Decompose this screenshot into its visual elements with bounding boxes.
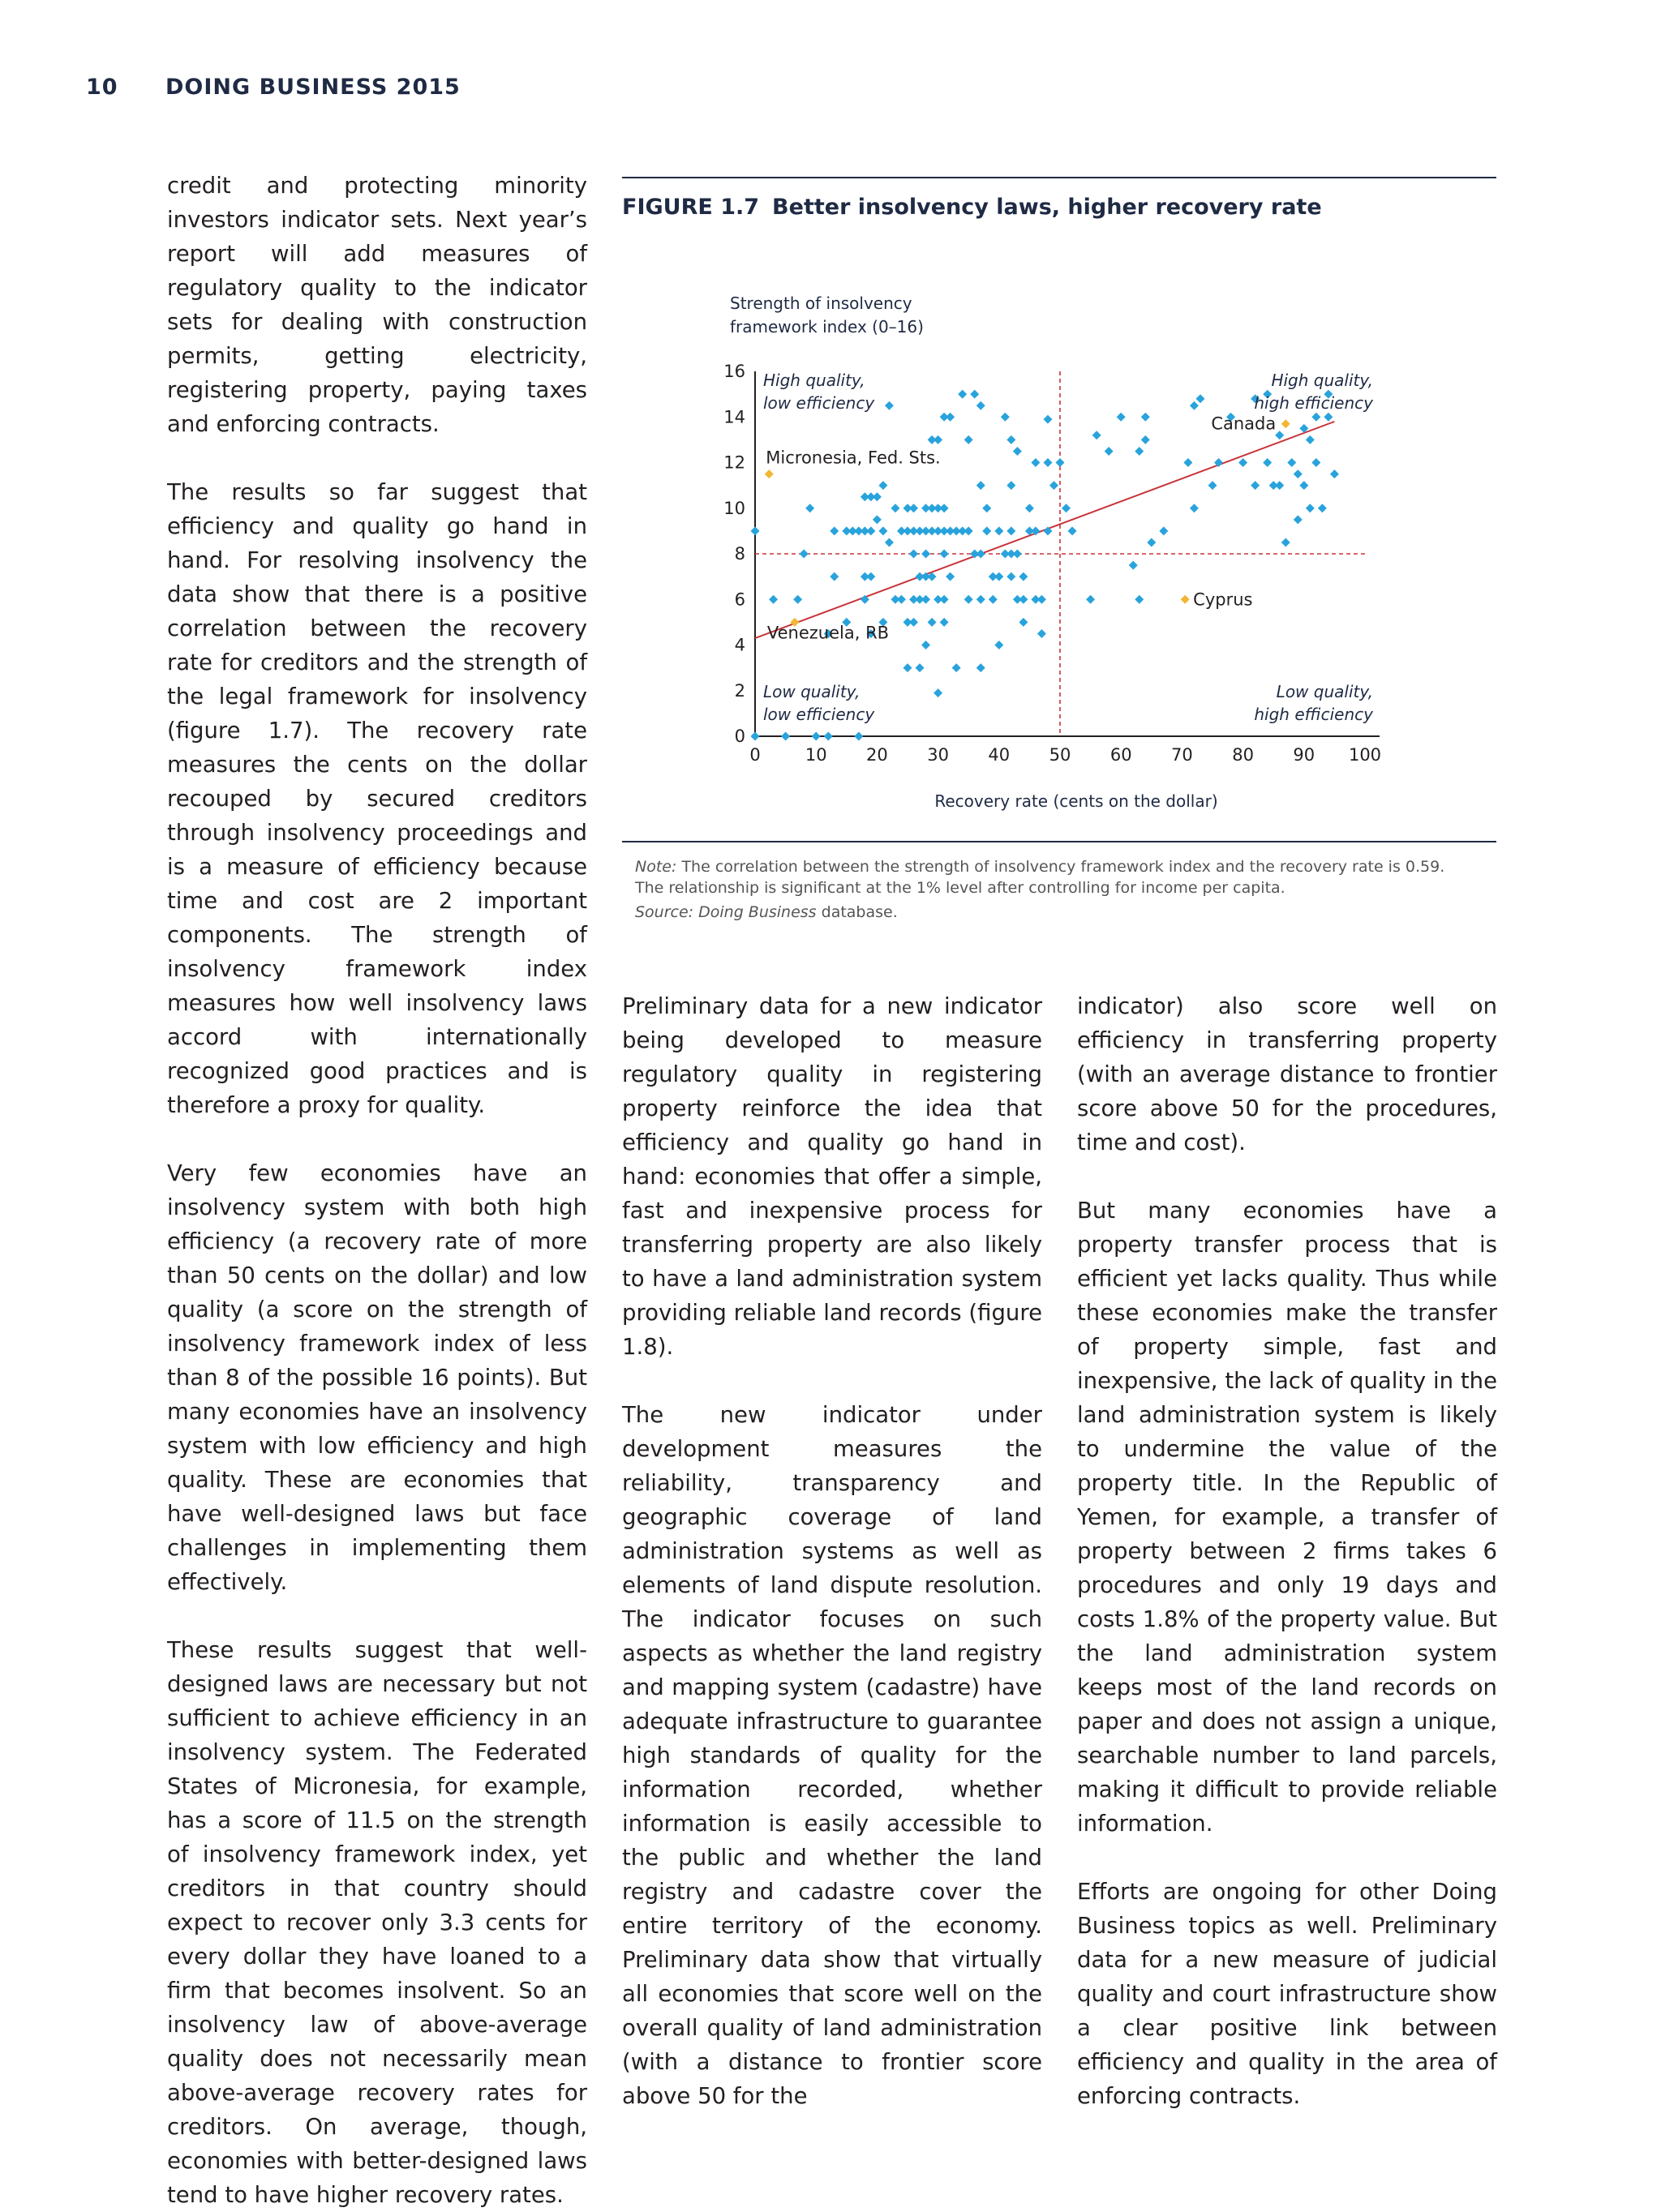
highlighted-point-label: Venezuela, RB xyxy=(766,623,890,643)
data-point xyxy=(909,618,918,627)
data-point xyxy=(812,732,821,741)
quadrant-label: high efficiency xyxy=(1254,705,1373,724)
data-point xyxy=(909,504,918,512)
data-point xyxy=(1129,561,1138,570)
quadrant-label: High quality, xyxy=(1271,371,1373,390)
data-point xyxy=(751,732,760,741)
data-point xyxy=(769,595,778,604)
data-point xyxy=(1006,481,1015,490)
data-point xyxy=(970,390,979,399)
highlighted-point-label: Micronesia, Fed. Sts. xyxy=(766,448,941,468)
data-point xyxy=(1294,469,1303,478)
paragraph: But many economies have a property transfer process that is efficient yet lacks quality. Thus while these economies make the transfer of property simple, fast and inexpensive, the lack of quality in the land administration system is likely to undermine the value of the property title. In the Republic of Yemen, for example, a transfer of property between 2 firms takes 6 procedures and only 19 days and costs 1.8% of the property value. But the land administration system keeps most of the land records on paper and does not assign a unique, searchable number to land parcels, making it difficult to provide reliable information. xyxy=(1077,1198,1497,1837)
quadrant-label: low efficiency xyxy=(763,705,875,724)
data-point xyxy=(830,526,839,535)
data-point xyxy=(1056,458,1065,467)
note-text: The correlation between the strength of insolvency framework index and the recovery rate is 0.59. The relationship is significant at the 1% level after controlling for income per capita. xyxy=(635,858,1445,897)
data-point xyxy=(1190,401,1199,410)
x-tick-label: 50 xyxy=(1049,745,1071,765)
x-tick-label: 80 xyxy=(1232,745,1254,765)
data-point xyxy=(921,641,930,649)
data-point xyxy=(1311,458,1320,467)
data-point xyxy=(1275,481,1284,490)
data-point xyxy=(1019,618,1028,627)
highlighted-point xyxy=(765,469,774,478)
data-point xyxy=(1135,447,1144,456)
data-point xyxy=(1208,481,1217,490)
quadrant-label: Low quality, xyxy=(1276,682,1373,701)
data-point xyxy=(873,492,882,501)
data-point xyxy=(1147,538,1156,547)
data-point xyxy=(1311,413,1320,422)
data-point xyxy=(1105,447,1114,456)
data-point xyxy=(885,401,894,410)
data-point xyxy=(916,663,925,672)
y-tick-label: 10 xyxy=(723,498,745,518)
data-point xyxy=(1086,595,1095,604)
data-point xyxy=(1068,526,1077,535)
paragraph: credit and protecting minority investors indicator sets. Next year’s report will add measures of regulatory quality to the indicator sets for dealing with construction permits, getting electricity, registering property, paying taxes and enforcing contracts. xyxy=(167,173,587,437)
data-point xyxy=(940,504,949,512)
data-point xyxy=(1287,458,1296,467)
data-point xyxy=(1117,413,1126,422)
data-point xyxy=(940,618,949,627)
quadrant-label: Low quality, xyxy=(763,682,861,701)
text-column-middle xyxy=(622,989,1042,2113)
data-point xyxy=(1318,504,1327,512)
y-tick-label: 12 xyxy=(723,452,745,473)
data-point xyxy=(964,595,973,604)
data-point xyxy=(854,732,863,741)
data-point xyxy=(940,595,949,604)
figure-caption: Better insolvency laws, higher recovery rate xyxy=(772,195,1322,220)
data-point xyxy=(897,595,906,604)
figure-number: FIGURE 1.7 xyxy=(622,195,760,220)
x-tick-label: 90 xyxy=(1293,745,1315,765)
x-tick-label: 30 xyxy=(927,745,949,765)
figure-1-7 xyxy=(622,177,1496,931)
data-point xyxy=(928,618,937,627)
data-point xyxy=(946,413,955,422)
data-point xyxy=(1062,504,1071,512)
data-point xyxy=(830,572,839,581)
x-tick-label: 60 xyxy=(1109,745,1132,765)
data-point xyxy=(1330,469,1339,478)
data-point xyxy=(1006,435,1015,444)
data-point xyxy=(934,688,942,697)
data-point xyxy=(805,504,814,512)
page-number: 10 xyxy=(86,75,118,100)
data-point xyxy=(1275,431,1284,439)
data-point xyxy=(1019,595,1028,604)
x-tick-label: 40 xyxy=(988,745,1011,765)
x-tick-label: 20 xyxy=(866,745,888,765)
data-point xyxy=(1019,572,1028,581)
data-point xyxy=(1006,526,1015,535)
data-point xyxy=(989,595,998,604)
highlighted-point-label: Canada xyxy=(1211,414,1277,434)
highlighted-point xyxy=(1281,419,1290,428)
data-point xyxy=(878,526,887,535)
data-point xyxy=(793,595,802,604)
paragraph: Efforts are ongoing for other Doing Business topics as well. Preliminary data for a new measure of judicial quality and court infrastructure show a clear positive link between efficiency and quality in the area of enforcing contracts. xyxy=(1077,1879,1497,2109)
y-axis-label: framework index (0–16) xyxy=(730,317,924,337)
data-point xyxy=(873,515,882,524)
data-point xyxy=(903,663,912,672)
text-column-right xyxy=(1077,989,1497,2113)
data-point xyxy=(1043,458,1052,467)
data-point xyxy=(891,504,899,512)
data-point xyxy=(800,550,809,559)
data-point xyxy=(994,641,1003,649)
scatter-chart xyxy=(622,209,1496,842)
data-point xyxy=(934,435,942,444)
note-label: Note: xyxy=(635,858,677,876)
data-point xyxy=(1025,504,1034,512)
data-point xyxy=(1037,595,1046,604)
data-point xyxy=(1324,413,1333,422)
data-point xyxy=(909,550,918,559)
data-point xyxy=(866,572,875,581)
data-point xyxy=(1251,481,1260,490)
quadrant-label: low efficiency xyxy=(763,393,875,413)
y-tick-label: 0 xyxy=(734,727,745,746)
data-point xyxy=(1159,526,1168,535)
data-point xyxy=(824,732,833,741)
text-column-left xyxy=(167,169,587,2212)
x-tick-label: 70 xyxy=(1171,745,1193,765)
y-axis-label: Strength of insolvency xyxy=(730,294,912,313)
paragraph: indicator) also score well on efficiency in transferring property (with an average distance to frontier score above 50 for the procedures, time and cost). xyxy=(1077,993,1497,1155)
figure-source xyxy=(635,902,1454,923)
quadrant-label: high efficiency xyxy=(1254,393,1373,413)
data-point xyxy=(976,595,985,604)
data-point xyxy=(866,526,875,535)
y-tick-label: 2 xyxy=(734,680,745,701)
paragraph: The new indicator under development measures the reliability, transparency and geographic coverage of land administration systems as well as elements of land dispute resolution. The indicator focuses on such aspects as whether the land registry and mapping system (cadastre) have adequate infrastructure to guarantee high standards of quality for the information recorded, whether information is easily accessible to the public and whether the land registry and cadastre cover the entire territory of the economy. Preliminary data show that virtually all economies that score well on the overall quality of land administration (with a distance to frontier score above 50 for the xyxy=(622,1402,1042,2109)
data-point xyxy=(964,526,973,535)
data-point xyxy=(1306,435,1315,444)
x-tick-label: 0 xyxy=(749,745,761,765)
data-point xyxy=(1299,481,1308,490)
data-point xyxy=(976,401,985,410)
data-point xyxy=(885,538,894,547)
data-point xyxy=(964,435,973,444)
x-tick-label: 10 xyxy=(805,745,827,765)
figure-top-rule xyxy=(622,177,1496,178)
y-tick-label: 4 xyxy=(734,635,745,655)
data-point xyxy=(751,526,760,535)
paragraph: Preliminary data for a new indicator being developed to measure regulatory quality in registering property reinforce the idea that efficiency and quality go hand in hand: economies that offer a simple, fast and inexpensive process for transferring property are also likely to have a land administration system providing reliable land records (figure 1.8). xyxy=(622,993,1042,1360)
y-tick-label: 8 xyxy=(734,544,745,564)
data-point xyxy=(1049,481,1058,490)
data-point xyxy=(878,481,887,490)
data-point xyxy=(1037,629,1046,638)
data-point xyxy=(1141,435,1150,444)
source-name: Doing Business xyxy=(698,903,817,921)
paragraph: Very few economies have an insolvency system with both high efficiency (a recovery rate of more than 50 cents on the dollar) and low quality (a score on the strength of insolvency framework index of less than 8 of the possible 16 points). But many economies have an insolvency system with low efficiency and high quality. These are economies that have well-designed laws but face challenges in implementing them effectively. xyxy=(167,1160,587,1595)
data-point xyxy=(1263,458,1272,467)
data-point xyxy=(781,732,790,741)
data-point xyxy=(1190,504,1199,512)
data-point xyxy=(1281,538,1290,547)
data-point xyxy=(1001,413,1010,422)
data-point xyxy=(940,550,949,559)
x-axis-label: Recovery rate (cents on the dollar) xyxy=(934,791,1218,811)
data-point xyxy=(994,526,1003,535)
y-tick-label: 16 xyxy=(723,362,745,381)
data-point xyxy=(952,663,961,672)
data-point xyxy=(1092,431,1101,439)
data-point xyxy=(1238,458,1247,467)
data-point xyxy=(921,595,930,604)
data-point xyxy=(982,504,991,512)
data-point xyxy=(1135,595,1144,604)
quadrant-label: High quality, xyxy=(763,371,865,390)
data-point xyxy=(982,526,991,535)
x-tick-label: 100 xyxy=(1348,745,1382,765)
data-point xyxy=(1006,572,1015,581)
data-point xyxy=(1043,415,1052,424)
data-point xyxy=(1013,447,1022,456)
figure-note xyxy=(635,856,1454,923)
data-point xyxy=(1306,504,1315,512)
data-point xyxy=(1183,458,1192,467)
data-point xyxy=(946,572,955,581)
data-point xyxy=(1294,515,1303,524)
page-header xyxy=(86,75,461,100)
highlighted-point xyxy=(1181,595,1190,604)
y-tick-label: 14 xyxy=(723,407,745,427)
data-point xyxy=(976,550,985,559)
source-text: database. xyxy=(821,903,898,921)
paragraph: The results so far suggest that efficiency and quality go hand in hand. For resolving insolvency the data show that there is a positive correlation between the recovery rate for creditors and the strength of the legal framework for insolvency (figure 1.7). The recovery rate measures the cents on the dollar recouped by secured creditors through insolvency proceedings and is a measure of efficiency because time and cost are 2 important components. The strength of insolvency framework index measures how well insolvency laws accord with internationally recognized good practices and is therefore a proxy for quality. xyxy=(167,479,587,1118)
source-label: Source: xyxy=(635,903,694,921)
data-point xyxy=(921,550,930,559)
highlighted-point-label: Cyprus xyxy=(1193,589,1253,610)
data-point xyxy=(976,663,985,672)
running-title: DOING BUSINESS 2015 xyxy=(165,75,461,100)
data-point xyxy=(994,572,1003,581)
data-point xyxy=(976,481,985,490)
data-point xyxy=(1141,413,1150,422)
data-point xyxy=(1031,458,1040,467)
y-tick-label: 6 xyxy=(734,589,745,610)
data-point xyxy=(958,390,967,399)
figure-bottom-rule xyxy=(622,841,1496,842)
data-point xyxy=(1013,550,1022,559)
data-point xyxy=(1195,394,1204,403)
paragraph: These results suggest that well-designed laws are necessary but not sufficient to achieve efficiency in an insolvency system. The Federated States of Micronesia, for example, has a score of 11.5 on the strength of insolvency framework index, yet creditors in that country should expect to recover only 3.3 cents for every dollar they have loaned to a firm that becomes insolvent. So an insolvency law of above-average quality does not necessarily mean above-average recovery rates for creditors. On average, though, economies with better-designed laws tend to have higher recovery rates. xyxy=(167,1637,587,2208)
